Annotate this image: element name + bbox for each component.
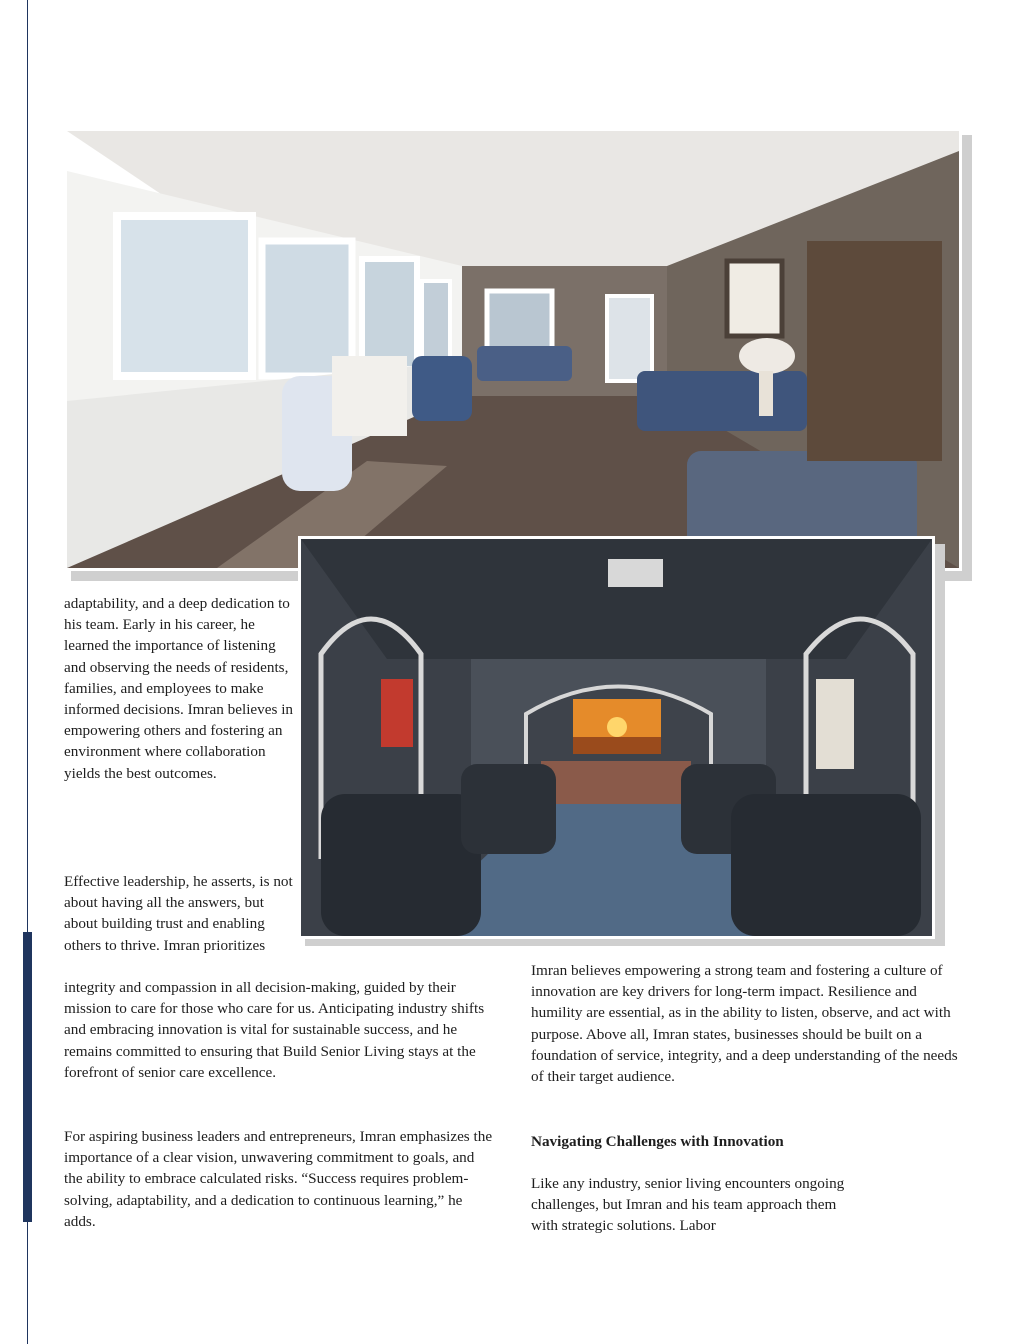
article-paragraph-empowering-team: Imran believes empowering a strong team and fostering a culture of innovation are key drivers for long-term impact. Resilience and humility are essential, as in the ability to listen, observe, and act with purpose. Above all, Imran states, businesses should be built on a foundation of service, integrity, and a deep understanding of the needs of their target audience. <box>531 962 958 1086</box>
section-heading: Navigating Challenges with Innovation <box>531 1133 784 1150</box>
article-paragraph-integrity: integrity and compassion in all decision-making, guided by their mission to care for those who care for us. Anticipating industry shifts and embracing innovation is vital for sustainable success, and he remains committed to ensuring that Build Senior Living stays at the forefront of senior care excellence. <box>64 979 485 1081</box>
article-paragraph-aspiring-leaders: For aspiring business leaders and entrepreneurs, Imran emphasizes the importance of a clear vision, unwavering commitment to goals, and the ability to embrace calculated risks. “Success requires problem-solving, adaptability, and a dedication to continuous learning,” he adds. <box>64 1128 493 1230</box>
page-margin-accent-bar <box>23 932 32 1222</box>
article-paragraph-effective-leadership: Effective leadership, he asserts, is not about having all the answers, but about building trust and enabling others to thrive. Imran prioritizes <box>64 873 293 954</box>
theater-illustration <box>301 539 932 936</box>
article-paragraph-leadership-intro: adaptability, and a deep dedication to his team. Early in his career, he learned the importance of listening and observing the needs of residents, families, and employees to make informed decisions. Imran believes in empowering others and fostering an environment where collaboration yields the best outcomes. <box>64 595 294 782</box>
article-paragraph-challenges: Like any industry, senior living encounters ongoing challenges, but Imran and his team approach them with strategic solutions. Labor <box>531 1175 845 1235</box>
living-room-illustration <box>67 131 959 568</box>
living-room-photo <box>64 128 962 571</box>
theater-room-photo <box>298 536 935 939</box>
